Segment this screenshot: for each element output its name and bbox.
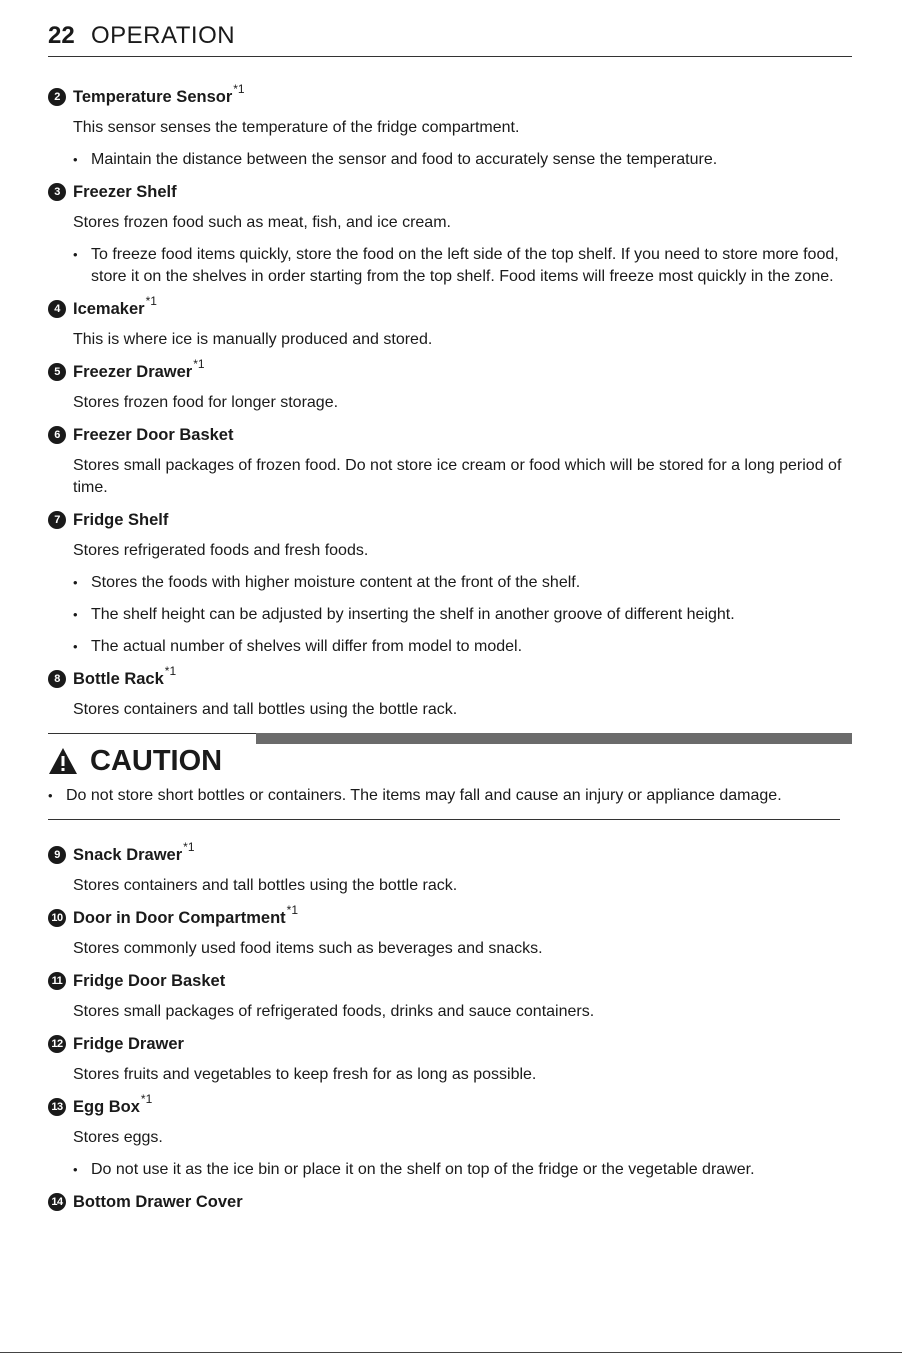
bullet-note: • To freeze food items quickly, store the food on the left side of the top shelf. If you need to store more food, store it on the shelves in order starting from the top shelf. Food items will freeze most quickly in the zone. — [73, 244, 852, 288]
footnote-marker: *1 — [140, 1092, 153, 1106]
component-heading — [48, 424, 852, 446]
bullet-note: • Do not use it as the ice bin or place it on the shelf on top of the fridge or the vegetable drawer. — [73, 1159, 852, 1181]
section-title: OPERATION — [91, 22, 236, 49]
item-number-badge: 13 — [48, 1098, 66, 1116]
component-title: Fridge Door Basket — [73, 971, 226, 990]
component-description: Stores containers and tall bottles using the bottle rack. — [73, 701, 458, 718]
component-title: Bottom Drawer Cover — [73, 1192, 243, 1211]
component-heading — [48, 970, 852, 992]
footnote-marker: *1 — [145, 294, 157, 308]
component-title: Freezer Door Basket — [73, 425, 234, 444]
item-number-badge: 11 — [48, 972, 66, 990]
component-title: Temperature Sensor — [73, 87, 233, 106]
footnote-marker: *1 — [233, 82, 245, 96]
component-heading — [48, 903, 852, 929]
component-description: This is where ice is manually produced and stored. — [73, 331, 433, 348]
component-heading — [48, 82, 852, 108]
component-title: Egg Box — [73, 1097, 140, 1116]
component-description: Stores fruits and vegetables to keep fresh for as long as possible. — [73, 1066, 537, 1083]
item-number-badge: 6 — [48, 426, 66, 444]
component-heading — [48, 181, 852, 203]
component-heading — [48, 1191, 852, 1213]
component-description: Stores refrigerated foods and fresh foods. — [73, 542, 369, 559]
component-heading — [48, 1092, 852, 1118]
component-item — [48, 82, 852, 171]
item-number-badge: 3 — [48, 183, 66, 201]
footnote-marker: *1 — [193, 357, 205, 371]
component-heading — [48, 1033, 852, 1055]
footnote-marker: *1 — [286, 903, 299, 917]
item-number-badge: 2 — [48, 88, 66, 106]
caution-title: CAUTION — [90, 744, 223, 777]
component-description: Stores commonly used food items such as beverages and snacks. — [73, 940, 543, 957]
footnote-marker: *1 — [183, 840, 195, 854]
component-title: Freezer Drawer — [73, 362, 193, 381]
item-number-badge: 9 — [48, 846, 66, 864]
component-heading — [48, 294, 852, 320]
component-title: Door in Door Compartment — [73, 908, 286, 927]
bullet-note: • The shelf height can be adjusted by inserting the shelf in another groove of different height. — [73, 604, 852, 626]
component-heading — [48, 357, 852, 383]
component-list-2 — [48, 840, 852, 1213]
item-number-badge: 12 — [48, 1035, 66, 1053]
item-number-badge: 7 — [48, 511, 66, 529]
component-description: Stores small packages of frozen food. Do not store ice cream or food which will be stored for a long period of time. — [73, 457, 842, 496]
component-title: Fridge Drawer — [73, 1034, 184, 1053]
footnote-marker: *1 — [164, 664, 177, 678]
component-heading — [48, 509, 852, 531]
bullet-note: • Stores the foods with higher moisture content at the front of the shelf. — [73, 572, 852, 594]
item-number-badge: 14 — [48, 1193, 66, 1211]
component-list — [48, 82, 852, 721]
bullet-note: • The actual number of shelves will differ from model to model. — [73, 636, 852, 658]
item-number-badge: 10 — [48, 909, 66, 927]
component-description: Stores small packages of refrigerated foods, drinks and sauce containers. — [73, 1003, 595, 1020]
item-number-badge: 8 — [48, 670, 66, 688]
bullet-note: • Maintain the distance between the sensor and food to accurately sense the temperature. — [73, 149, 852, 171]
component-description: Stores frozen food such as meat, fish, and ice cream. — [73, 214, 451, 231]
component-title: Snack Drawer — [73, 845, 183, 864]
component-title: Icemaker — [73, 299, 145, 318]
page-number: 22 — [48, 22, 75, 49]
warning-triangle-icon — [48, 747, 78, 775]
component-item — [48, 357, 852, 414]
component-item — [48, 424, 852, 499]
component-item — [48, 181, 852, 288]
caution-bar — [256, 733, 852, 744]
component-item — [48, 1092, 852, 1181]
component-heading — [48, 664, 852, 690]
content — [48, 82, 852, 1222]
component-title: Freezer Shelf — [73, 182, 177, 201]
component-description: Stores frozen food for longer storage. — [73, 394, 339, 411]
page-bottom-rule — [0, 1352, 902, 1353]
component-title: Fridge Shelf — [73, 510, 169, 529]
component-heading — [48, 840, 852, 866]
item-number-badge: 5 — [48, 363, 66, 381]
item-number-badge: 4 — [48, 300, 66, 318]
component-item — [48, 1191, 852, 1213]
caution-text: • Do not store short bottles or containers. The items may fall and cause an injury or appliance damage. — [48, 785, 840, 820]
component-description: Stores containers and tall bottles using the bottle rack. — [73, 877, 458, 894]
component-item — [48, 970, 852, 1023]
component-item — [48, 664, 852, 721]
caution-divider — [48, 733, 256, 734]
page-header — [48, 18, 852, 57]
component-title: Bottle Rack — [73, 669, 164, 688]
component-item — [48, 840, 852, 897]
component-description: Stores eggs. — [73, 1129, 163, 1146]
component-description: This sensor senses the temperature of the fridge compartment. — [73, 119, 520, 136]
component-item — [48, 509, 852, 658]
caution-box — [48, 733, 852, 820]
component-item — [48, 1033, 852, 1086]
component-item — [48, 903, 852, 960]
component-item — [48, 294, 852, 351]
